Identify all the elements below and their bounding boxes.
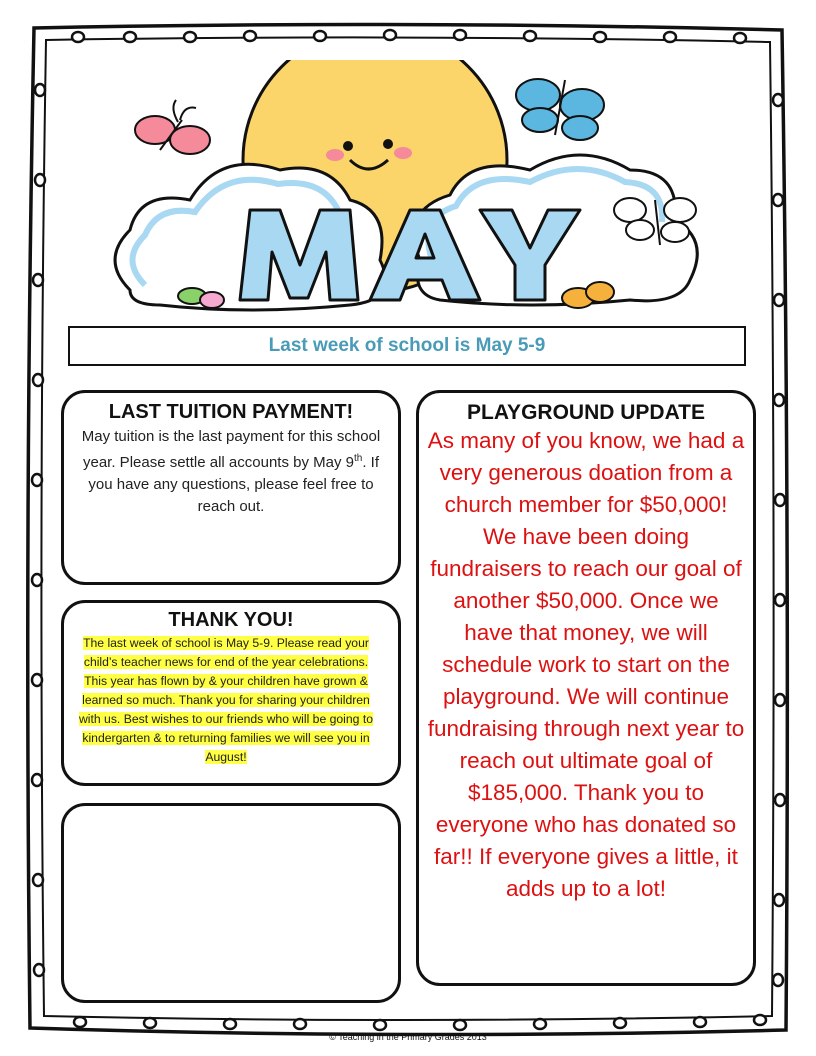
copyright-footer: © Teaching in the Primary Grades 2013 (329, 1032, 487, 1042)
last-week-banner (68, 326, 746, 366)
butterfly-pink-icon (135, 100, 210, 154)
thank-you-body: The last week of school is May 5-9. Please read your child’s teacher news for end of the year celebrations. This year has flown by & your children have grown & learned so much. Thank you for sharing your children with us. Best wishes to our friends who will be going to kindergarten & to returning families we will see you in August! (79, 636, 373, 764)
playground-body: As many of you know, we had a very generous doation from a church member for $50,000! We have been doing fundraisers to reach our goal of another $50,000. Once we have that money, we will schedule work to start on the playground. We will continue fundraising through next year to reach out ultimate goal of $185,000. Thank you to everyone who has donated so far!! If everyone gives a little, it adds up to a lot! (427, 428, 745, 901)
playground-title: PLAYGROUND UPDATE (466, 401, 706, 424)
banner-text: Last week of school is May 5-9 (268, 335, 546, 356)
empty-box (61, 803, 401, 1003)
tuition-body: May tuition is the last payment for this school year. Please settle all accounts by May 9th. If you have any questions, please feel free to reach out. (81, 428, 381, 515)
tuition-title: LAST TUITION PAYMENT! (108, 401, 354, 423)
tuition-box (61, 390, 401, 585)
thank-you-box (61, 600, 401, 786)
butterfly-blue-icon (516, 79, 604, 140)
thank-you-title: THANK YOU! (168, 609, 294, 631)
may-header-illustration (100, 60, 720, 330)
playground-box (416, 390, 756, 986)
